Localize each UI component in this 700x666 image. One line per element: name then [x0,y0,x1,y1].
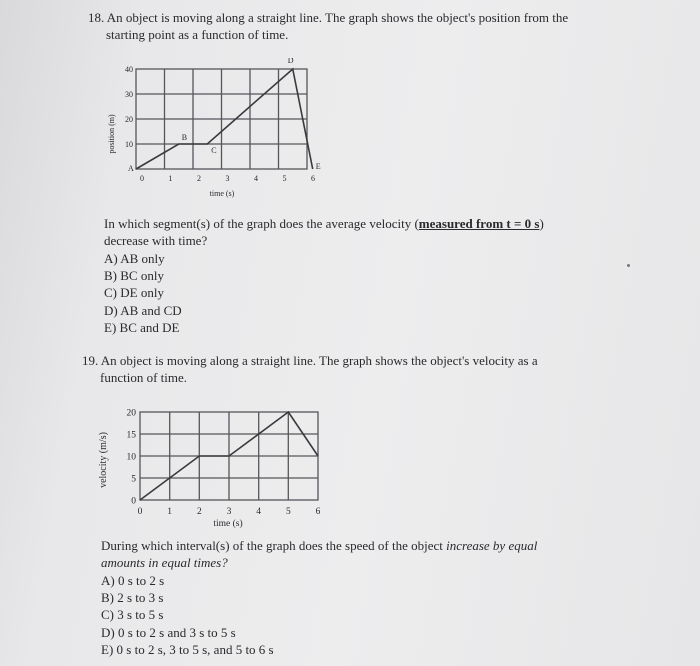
y-tick-label: 20 [126,408,136,419]
x-tick-label: 2 [196,507,202,517]
prompt-emphasis: increase by equal [446,538,538,553]
question-18-prompt [104,215,674,249]
option-d[interactable]: D) AB and CD [104,302,182,318]
x-tick-label: 4 [256,507,262,517]
y-ticks [125,65,133,149]
point-label-e: E [315,162,321,171]
speck [627,264,630,267]
prompt-line2: amounts in equal times? [101,555,228,570]
point-label-b: B [181,133,188,142]
x-tick-label: 6 [311,174,315,183]
point-labels [128,58,321,173]
option-c[interactable]: C) 3 s to 5 s [101,607,164,623]
x-tick-label: 3 [225,174,230,183]
x-tick-label: 1 [167,507,173,517]
question-19 [82,352,642,386]
option-b[interactable]: B) BC only [104,268,164,284]
question-19-prompt [101,537,681,571]
question-18 [88,9,648,43]
x-tick-label: 1 [168,174,173,183]
y-tick-label: 10 [125,140,133,149]
prompt-part-a: During which interval(s) of the graph does the speed of the object [101,538,447,553]
y-tick-label: 40 [125,65,133,74]
y-tick-label: 15 [126,430,136,441]
question-number: 18. [88,10,105,25]
velocity-time-graph [96,402,336,534]
y-tick-label: 20 [125,115,133,124]
option-a[interactable]: A) 0 s to 2 s [101,573,165,588]
option-e[interactable]: E) BC and DE [104,319,180,335]
question-18-options [104,250,182,336]
question-text-line2: function of time. [100,370,188,385]
point-label-a: A [128,164,134,173]
x-tick-label: 0 [140,174,144,183]
prompt-part-a: In which segment(s) of the graph does the average velocity ( [104,216,419,231]
position-time-graph [100,58,330,200]
y-ticks [127,409,137,507]
option-c[interactable]: C) DE only [104,285,164,301]
y-axis-label: velocity (m/s) [98,432,109,488]
x-tick-label: 4 [254,174,258,183]
question-text-line1: An object is moving along a straight line. The graph shows the object's position from the [106,10,569,25]
y-tick-label: 10 [126,452,136,463]
prompt-line2: decrease with time? [104,233,208,248]
prompt-part-c: ) [539,216,544,231]
y-axis-label: position (m) [107,114,116,154]
question-text-line2: starting point as a function of time. [106,27,289,42]
x-axis-label: time (s) [209,189,235,198]
y-tick-label: 30 [125,90,133,99]
x-tick-label: 5 [285,507,291,517]
x-tick-label: 6 [315,507,321,517]
option-b[interactable]: B) 2 s to 3 s [101,590,164,606]
question-text-line1: An object is moving along a straight line. The graph shows the object's velocity as a [100,353,538,368]
point-label-d: D [287,58,294,65]
x-tick-label: 2 [197,174,201,183]
prompt-emphasis: measured from t = 0 s [418,216,540,231]
option-e[interactable]: E) 0 s to 2 s, 3 to 5 s, and 5 to 6 s [101,641,274,657]
x-tick-label: 0 [137,507,143,517]
option-a[interactable]: A) AB only [104,251,165,266]
x-tick-label: 5 [282,174,287,183]
question-number: 19. [82,353,99,368]
x-ticks [138,507,321,517]
y-tick-label: 5 [131,474,136,485]
point-label-c: C [211,146,217,155]
x-tick-label: 3 [226,507,232,517]
x-ticks [140,174,315,183]
y-tick-label: 0 [131,496,136,507]
x-axis-label: time (s) [213,519,243,529]
option-d[interactable]: D) 0 s to 2 s and 3 s to 5 s [101,624,236,640]
question-19-options [101,572,274,658]
